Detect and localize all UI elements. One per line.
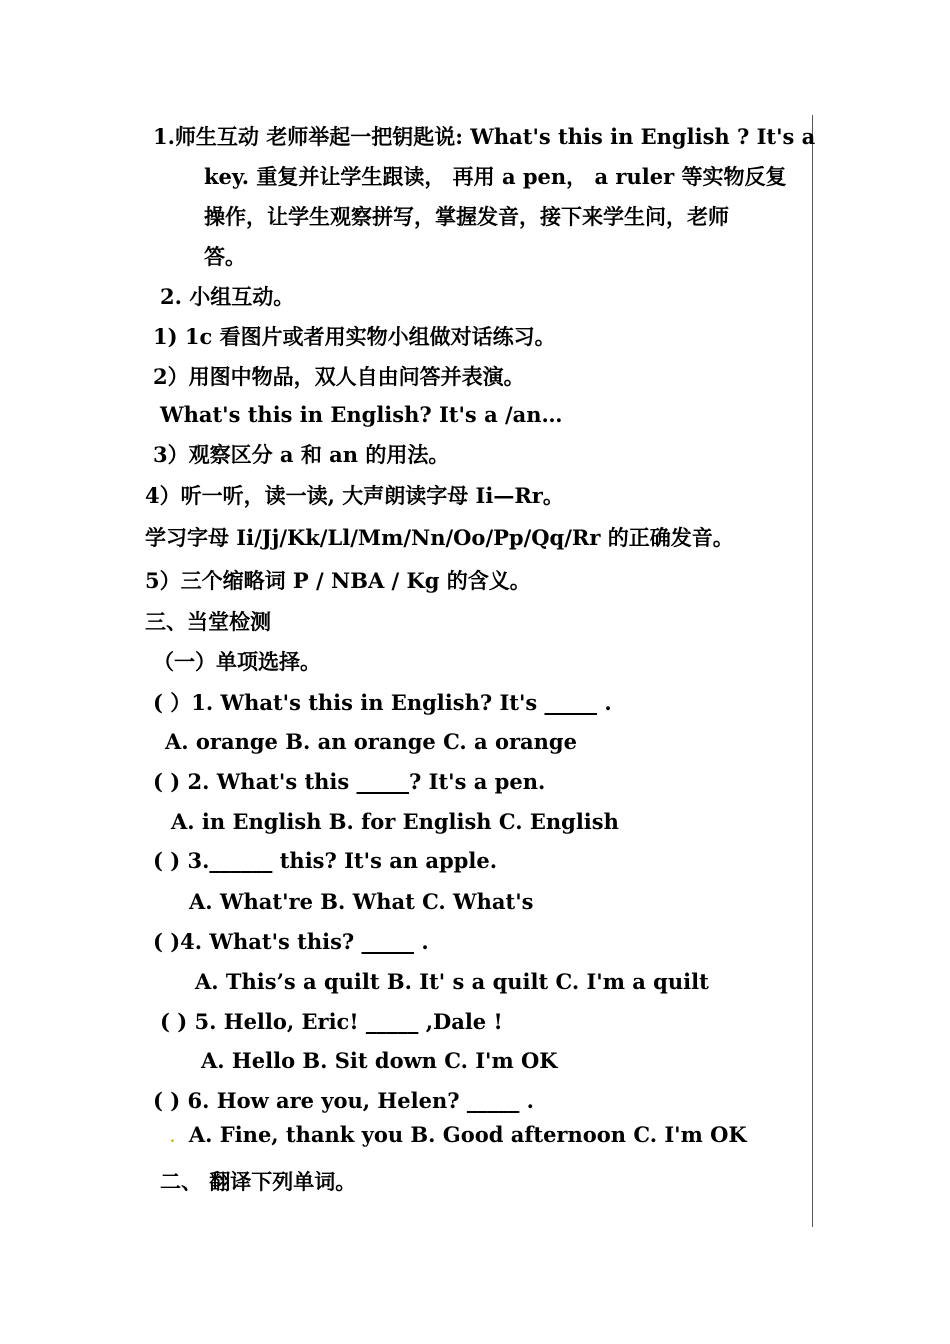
step-2-heading: 2. 小组互动。 [160, 284, 295, 309]
question-5: ( ) 5. Hello, Eric! _____ ,Dale ! [160, 1009, 503, 1034]
question-4: ( )4. What's this? _____ . [153, 929, 429, 954]
question-2: ( ) 2. What's this _____? It's a pen. [153, 769, 546, 794]
question-1-options: A. orange B. an orange C. a orange [165, 729, 577, 754]
question-1: ( ）1. What's this in English? It's _____ . [153, 690, 612, 715]
step-1-line-4: 答。 [204, 244, 246, 269]
step-1-line-2: key. 重复并让学生跟读， 再用 a pen， a ruler 等实物反复 [204, 164, 787, 189]
question-3-options: A. What're B. What C. What's [189, 889, 534, 914]
step-1-line-1: 1.师生互动 老师举起一把钥匙说: What's this in English ? It's a [153, 124, 816, 149]
step-2-item-5: 5）三个缩略词 P / NBA / Kg 的含义。 [145, 568, 531, 593]
question-2-options: A. in English B. for English C. English [171, 809, 619, 834]
subsection-heading: （一）单项选择。 [153, 649, 321, 674]
question-3: ( ) 3.______ this? It's an apple. [153, 848, 498, 873]
question-6: ( ) 6. How are you, Helen? _____ . [153, 1088, 534, 1113]
step-2-item-2: 2）用图中物品，双人自由问答并表演。 [153, 364, 525, 389]
question-6-marker: . [170, 1130, 175, 1146]
step-2-item-4: 4）听一听，读一读, 大声朗读字母 Ii—Rr。 [145, 483, 564, 508]
step-1-line-3: 操作，让学生观察拼写，掌握发音，接下来学生问，老师 [204, 204, 729, 229]
section-3-heading: 三、当堂检测 [145, 609, 271, 634]
question-6-options-line [170, 1121, 747, 1152]
dialogue-example: What's this in English? It's a /an… [160, 402, 563, 427]
step-2-item-3: 3）观察区分 a 和 an 的用法。 [153, 442, 450, 467]
question-6-options: A. Fine, thank you B. Good afternoon C. I'm OK [188, 1122, 747, 1147]
section-2-heading: 二、 翻译下列单词。 [160, 1169, 357, 1194]
question-5-options: A. Hello B. Sit down C. I'm OK [201, 1048, 558, 1073]
letters-line: 学习字母 Ii/Jj/Kk/Ll/Mm/Nn/Oo/Pp/Qq/Rr 的正确发音。 [145, 525, 734, 550]
question-4-options: A. This’s a quilt B. It' s a quilt C. I'm a quilt [195, 969, 709, 994]
right-margin-rule [812, 115, 813, 1227]
step-2-item-1: 1) 1c 看图片或者用实物小组做对话练习。 [153, 324, 556, 349]
